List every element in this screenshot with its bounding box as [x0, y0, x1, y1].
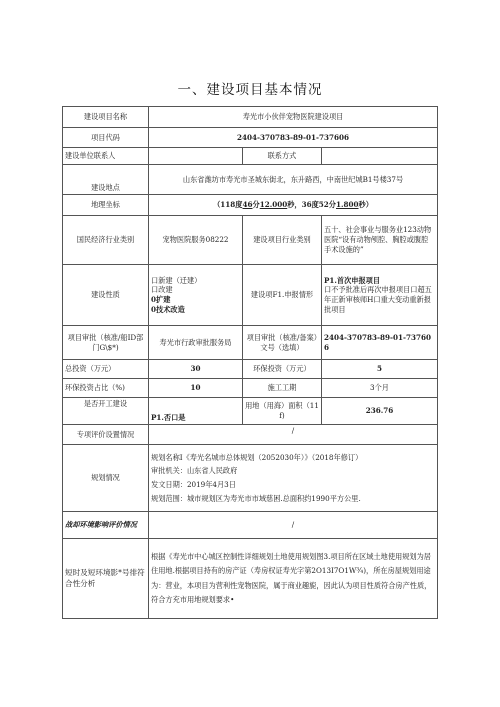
value-nature [149, 265, 243, 326]
row-coords [63, 195, 438, 216]
row-compliance [63, 539, 438, 619]
label-approval-doc: 项目审批（核准/备案）文号（选填） [243, 326, 322, 360]
row-nature [63, 265, 438, 326]
label-special-eval: 专项评价设置情况 [63, 425, 149, 445]
label-industry-category: 建设项目行业类别 [243, 216, 322, 265]
value-env-ratio: 10 [149, 379, 243, 398]
row-planning [63, 445, 438, 512]
label-apply-situation: 建设项F1.申报情形 [243, 265, 322, 326]
label-total-investment: 总投资（万元） [63, 360, 149, 379]
label-contact-method: 联系方式 [243, 148, 322, 165]
row-contact [63, 148, 438, 165]
planning-name: 规划名称I《寿光名城市总体规划（2052030年）》（2018年修订） [151, 452, 363, 462]
option-new-build: 口新建（迁建） [151, 275, 202, 285]
label-construction-period: 施工工期 [243, 379, 322, 398]
value-project-name: 寿光市小伙伴宠物医院建设项目 [149, 107, 438, 128]
label-env-ratio: 环保投资占比（%) [63, 379, 149, 398]
row-started [63, 398, 438, 425]
label-plan-eia: 战却环境影响评价情况 [63, 512, 149, 539]
value-land-area: 236.76 [322, 398, 438, 425]
option-first-apply: P1.首次申报项目 [324, 275, 381, 285]
label-project-name: 建设项目名称 [63, 107, 149, 128]
label-approval-dept: 项目审批（核准/船ID部门G\$*) [63, 326, 149, 360]
row-investment [63, 360, 438, 379]
planning-authority: 审批机关：山东省人民政府 [151, 466, 238, 476]
label-compliance: 短时及短环境影*号徘符合性分析 [63, 539, 149, 619]
row-plan-eia [63, 512, 438, 539]
label-location: 建设地点 [63, 165, 149, 195]
row-industry [63, 216, 438, 265]
row-special [63, 425, 438, 445]
label-env-investment: 环保投资（万元） [243, 360, 322, 379]
row-ratio [63, 379, 438, 398]
planning-date: 发文日期：2019年4月3日 [151, 480, 236, 489]
option-expand: 0扩建 [151, 295, 171, 304]
value-approval-doc: 2404-370783-89-01-737606 [322, 326, 438, 360]
value-industry: 宠物医院服务08222 [149, 216, 243, 265]
value-contact-method [322, 148, 438, 165]
label-project-code: 项目代码 [63, 128, 149, 148]
page-title: 一、建设项目基本情况 [177, 82, 323, 98]
value-total-investment: 30 [149, 360, 243, 379]
value-approval-dept: 寿光市行政审批服务局 [149, 326, 243, 360]
option-tech-upgrade: 0技术改造 [151, 304, 185, 314]
label-land-area: 用地（用海）面积（11f) [243, 398, 322, 425]
label-started: 是否开工建设 [63, 398, 149, 425]
value-special-eval: / [149, 425, 438, 445]
value-project-code: 2404-370783-89-01-737606 [149, 128, 438, 148]
option-reapply: 口不予批准后再次申报项目口超五年正新审核师H口重大变动重新报批项目 [324, 285, 432, 314]
label-planning: 规划情况 [63, 445, 149, 512]
label-coords: 地理坐标 [63, 195, 149, 216]
value-started: P1.否口是 [149, 398, 243, 425]
row-project-name [63, 107, 438, 128]
value-location: 山东省潍坊市寿光市圣城东街北，东升路西，中南世纪城B1号楼37号 [149, 165, 438, 195]
value-apply-situation [322, 265, 438, 326]
row-project-code [63, 128, 438, 148]
row-location [63, 165, 438, 195]
value-compliance: 根据《寿光市中心城区控制性详细规划土地使用规划图3.项目所在区域土地使用规划为居住用地.根据项目持有的房产证（寿房权证寿光字第2O13I7O1W¾)，所在房屋规划用途为：营业，本项目为营利性宠物医院，属于商业趣旎，因此认为项目性质符合房产性质，符合方充市用地规划要求• [149, 539, 438, 619]
value-coords: （118度46分12.000秒，36度52分1.800秒） [149, 195, 438, 216]
value-construction-period: 3个月 [322, 379, 438, 398]
planning-scope: 规划范围：城市规划区为寿光市市域慈困.总面积约1990平方公里. [151, 493, 361, 503]
value-planning [149, 445, 438, 512]
label-contact: 建设单位联系人 [63, 148, 149, 165]
value-contact [149, 148, 243, 165]
value-plan-eia: / [149, 512, 438, 539]
row-approval [63, 326, 438, 360]
value-industry-category: 五十、社会事业与服务业123动物医院“设有动物颅腔、胸腔或腹腔手术设施的” [322, 216, 438, 265]
label-industry: 国民经济行业类别 [63, 216, 149, 265]
value-env-investment: 5 [322, 360, 438, 379]
label-nature: 建设性质 [63, 265, 149, 326]
option-rebuild: 口改建 [151, 285, 173, 295]
project-info-table [62, 106, 438, 619]
